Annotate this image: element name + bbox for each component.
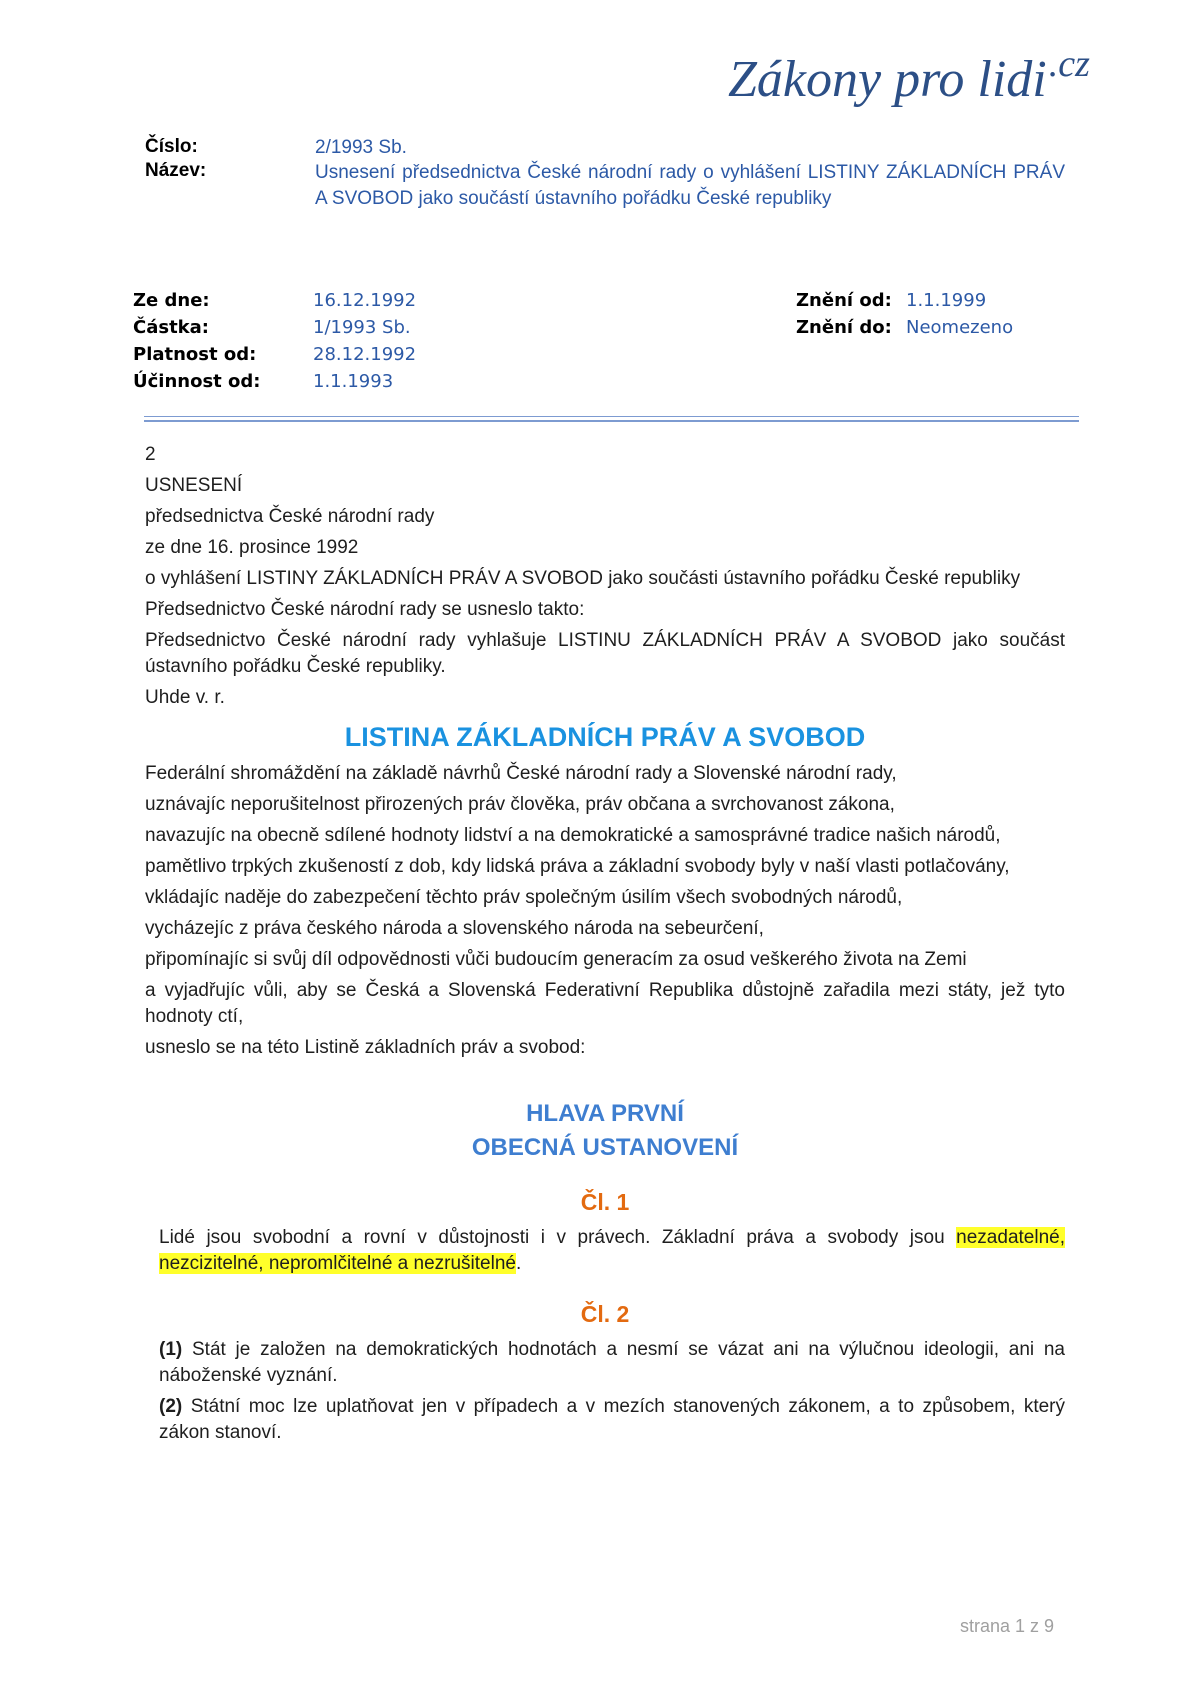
paragraph-number: (1)	[159, 1339, 183, 1360]
preamble-paragraph: vkládajíc naděje do zabezpečení těchto práv společným úsilím všech svobodných národů,	[145, 887, 903, 908]
article-paragraph	[145, 1337, 1065, 1389]
meta-row	[796, 317, 1013, 344]
intro-paragraph: o vyhlášení LISTINY ZÁKLADNÍCH PRÁV A SVOBOD jako součásti ústavního pořádku České republiky	[145, 568, 1021, 589]
article-text: Stát je založen na demokratických hodnotách a nesmí se vázat ani na výlučnou ideologii, ani na náboženské vyznání.	[159, 1339, 1065, 1386]
preamble-paragraph: navazujíc na obecně sdílené hodnoty lidství a na demokratické a samosprávné tradice našich národů,	[145, 825, 1001, 846]
intro-paragraph: USNESENÍ	[145, 475, 243, 496]
document-title: LISTINA ZÁKLADNÍCH PRÁV A SVOBOD	[344, 722, 866, 752]
preamble-paragraph: připomínajíc si svůj díl odpovědnosti vůči budoucím generacím za osud veškerého života na Zemi	[145, 949, 967, 970]
intro-paragraph: Předsednictvo České národní rady se usneslo takto:	[145, 599, 585, 620]
chapter-number: HLAVA PRVNÍ	[526, 1100, 684, 1127]
meta-label: Účinnost od:	[133, 371, 261, 392]
preamble-paragraph: Federální shromáždění na základě návrhů České národní rady a Slovenské národní rady,	[145, 763, 897, 784]
chapter-title: OBECNÁ USTANOVENÍ	[471, 1134, 739, 1161]
intro-paragraph: ze dne 16. prosince 1992	[145, 537, 359, 558]
article-paragraph	[145, 1394, 1065, 1446]
chapter-heading	[145, 1097, 1065, 1165]
nazev-label: Název:	[145, 160, 207, 181]
header-row-nazev	[145, 160, 1065, 212]
logo-suffix: .cz	[1048, 43, 1090, 85]
meta-label: Znění od:	[796, 290, 892, 311]
logo-text: Zákony pro lidi	[728, 51, 1047, 108]
meta-label: Znění do:	[796, 317, 892, 338]
preamble-paragraph: vycházejíc z práva českého národa a slovenského národa na sebeurčení,	[145, 918, 764, 939]
meta-label: Platnost od:	[133, 344, 257, 365]
cislo-label: Číslo:	[145, 136, 198, 157]
meta-left	[133, 290, 416, 398]
meta-row	[133, 290, 416, 317]
meta-right	[796, 290, 1013, 344]
meta-value: 28.12.1992	[313, 344, 417, 365]
preamble-paragraph: usneslo se na této Listině základních práv a svobod:	[145, 1037, 586, 1058]
article-text-end: .	[515, 1253, 522, 1274]
meta-label: Ze dne:	[133, 290, 210, 311]
paragraph-number: (2)	[159, 1396, 183, 1417]
preamble-paragraph: pamětlivo trpkých zkušeností z dob, kdy lidská práva a základní svobody byly v naší vlasti potlačovány,	[145, 856, 1010, 877]
intro-paragraph: 2	[145, 444, 156, 465]
meta-label: Částka:	[133, 317, 209, 338]
meta-row	[133, 344, 416, 371]
article-heading: Čl. 2	[580, 1301, 630, 1327]
preamble-paragraph: a vyjadřujíc vůli, aby se Česká a Slovenská Federativní Republika důstojně zařadila mezi státy, jež tyto hodnoty ctí,	[145, 980, 1065, 1027]
meta-row	[133, 371, 416, 398]
cislo-value: 2/1993 Sb.	[315, 137, 407, 158]
meta-value: 1/1993 Sb.	[313, 317, 411, 338]
document-header	[145, 136, 1065, 212]
header-divider-thin	[144, 416, 1079, 417]
meta-value: Neomezeno	[906, 317, 1014, 338]
meta-row	[133, 317, 416, 344]
article-text: Státní moc lze uplatňovat jen v případech a v mezích stanovených zákonem, a to způsobem, který zákon stanoví.	[159, 1396, 1066, 1443]
intro-paragraph: předsednictva České národní rady	[145, 506, 435, 527]
header-row-cislo	[145, 136, 1065, 160]
article-paragraph	[145, 1225, 1065, 1277]
document-body	[145, 442, 1065, 1451]
highlighted-text: nezadatelné, nezcizitelné, nepromlčitelné a nezrušitelné	[159, 1227, 1065, 1274]
header-divider-thick	[144, 420, 1079, 422]
preamble-paragraph: uznávajíc neporušitelnost přirozených práv člověka, práv občana a svrchovanost zákona,	[145, 794, 895, 815]
meta-value: 1.1.1993	[313, 371, 394, 392]
nazev-value: Usnesení předsednictva České národní rady o vyhlášení LISTINY ZÁKLADNÍCH PRÁV A SVOBOD jako součástí ústavního pořádku České republiky	[315, 162, 1065, 209]
meta-value: 16.12.1992	[313, 290, 417, 311]
intro-paragraph: Předsednictvo České národní rady vyhlašuje LISTINU ZÁKLADNÍCH PRÁV A SVOBOD jako součást ústavního pořádku České republiky.	[145, 630, 1065, 677]
page-number: strana 1 z 9	[960, 1616, 1055, 1636]
meta-value: 1.1.1999	[906, 290, 987, 311]
site-logo	[728, 43, 1090, 109]
meta-row	[796, 290, 1013, 317]
article-text: Lidé jsou svobodní a rovní v důstojnosti i v právech. Základní práva a svobody jsou	[159, 1227, 957, 1248]
article-heading: Čl. 1	[580, 1189, 630, 1215]
intro-paragraph: Uhde v. r.	[145, 687, 225, 708]
